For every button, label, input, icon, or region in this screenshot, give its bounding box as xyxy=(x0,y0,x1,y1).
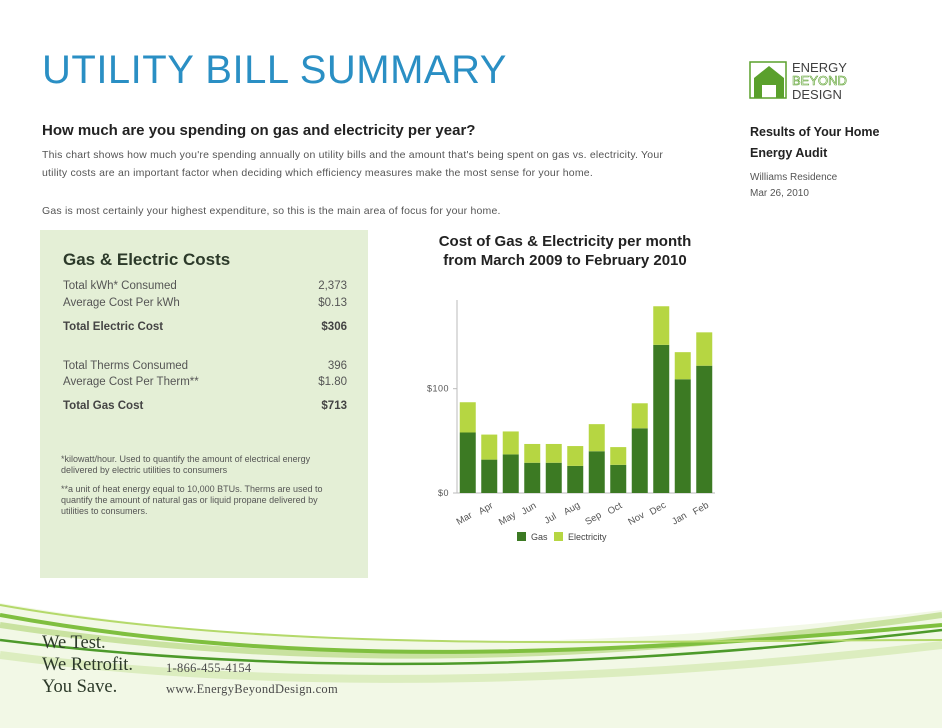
x-tick-label: Mar xyxy=(454,509,475,528)
bar-gas-apr xyxy=(481,460,497,493)
bar-electricity-feb xyxy=(696,332,712,365)
bar-gas-mar xyxy=(460,432,476,493)
x-tick-label: Oct xyxy=(605,500,625,518)
bar-gas-oct xyxy=(610,465,626,493)
x-tick-label: Jun xyxy=(519,500,539,518)
bar-gas-aug xyxy=(567,466,583,493)
bar-gas-jul xyxy=(546,463,562,493)
x-tick-label: May xyxy=(496,509,519,529)
bar-electricity-jun xyxy=(524,444,540,463)
kwh-footnote: *kilowatt/hour. Used to quantify the amount of electrical energy delivered by electric utilities to consumers xyxy=(61,454,311,475)
electric-total-label: Total Electric Cost xyxy=(63,321,164,333)
tagline-retrofit: We Retrofit. xyxy=(42,655,133,675)
bar-electricity-jan xyxy=(675,352,691,379)
bar-electricity-may xyxy=(503,431,519,454)
bar-gas-dec xyxy=(653,345,669,493)
bar-electricity-oct xyxy=(610,447,626,465)
intro-text-line-3: Gas is most certainly your highest expenditure, so this is the main area of focus for your home. xyxy=(42,205,501,217)
client-name: Williams Residence xyxy=(750,172,838,183)
costs-panel-title: Gas & Electric Costs xyxy=(63,250,231,269)
gas-total-value: $713 xyxy=(321,400,347,412)
y-tick-label: $100 xyxy=(426,383,449,394)
bar-electricity-jul xyxy=(546,444,562,463)
bar-electricity-nov xyxy=(632,403,648,428)
audit-date: Mar 26, 2010 xyxy=(750,188,809,199)
tagline-test: We Test. xyxy=(42,633,106,653)
house-icon xyxy=(754,66,784,98)
gas-total-label: Total Gas Cost xyxy=(63,400,144,412)
footer-swoosh xyxy=(0,585,942,728)
x-tick-label: Apr xyxy=(476,500,496,518)
results-heading: Results of Your Home xyxy=(750,125,880,139)
cost-chart xyxy=(400,228,730,558)
legend-swatch-gas xyxy=(517,532,526,541)
logo-line-1: ENERGY xyxy=(792,60,847,75)
bar-gas-jan xyxy=(675,379,691,493)
chart-subtitle: from March 2009 to February 2010 xyxy=(443,252,687,269)
kwh-label: Total kWh* Consumed xyxy=(63,280,177,292)
swoosh-fill xyxy=(0,603,942,728)
energy-beyond-design-logo xyxy=(748,58,870,102)
avg-kwh-value: $0.13 xyxy=(318,297,347,309)
bar-gas-jun xyxy=(524,463,540,493)
legend-label-gas: Gas xyxy=(531,532,548,542)
x-tick-label: Nov xyxy=(626,509,647,528)
intro-text-line-1: This chart shows how much you're spending annually on utility bills and the amount that's being spent on gas vs. electricity. Your xyxy=(42,149,664,161)
bar-gas-sep xyxy=(589,451,605,493)
x-tick-label: Sep xyxy=(583,509,604,528)
bar-electricity-apr xyxy=(481,435,497,460)
bar-electricity-sep xyxy=(589,424,605,451)
bar-electricity-dec xyxy=(653,306,669,345)
avg-therm-value: $1.80 xyxy=(318,376,347,388)
bar-electricity-aug xyxy=(567,446,583,466)
avg-therm-label: Average Cost Per Therm** xyxy=(63,376,199,388)
bar-electricity-mar xyxy=(460,402,476,432)
tagline-save: You Save. xyxy=(42,677,118,697)
section-question: How much are you spending on gas and electricity per year? xyxy=(42,122,476,139)
logo-line-3: DESIGN xyxy=(792,87,842,102)
x-tick-label: Dec xyxy=(647,499,669,518)
y-tick-label: $0 xyxy=(437,488,449,498)
bar-gas-may xyxy=(503,454,519,493)
website-link[interactable]: www.EnergyBeyondDesign.com xyxy=(166,682,339,696)
electric-total-value: $306 xyxy=(321,321,347,333)
therms-value: 396 xyxy=(327,360,347,372)
logo-line-2: BEYOND xyxy=(792,73,847,88)
therms-label: Total Therms Consumed xyxy=(63,360,189,372)
x-tick-label: Jul xyxy=(542,511,559,527)
legend-swatch-electricity xyxy=(554,532,563,541)
bar-gas-feb xyxy=(696,366,712,493)
kwh-value: 2,373 xyxy=(318,280,347,292)
phone-number: 1-866-455-4154 xyxy=(166,661,252,675)
therm-footnote: **a unit of heat energy equal to 10,000 BTUs. Therms are used to quantify the amount of natural gas or liquid propane delivered by utilities to consumers. xyxy=(61,484,323,516)
results-subheading: Energy Audit xyxy=(750,146,828,160)
x-tick-label: Jan xyxy=(670,510,689,528)
avg-kwh-label: Average Cost Per kWh xyxy=(63,297,180,309)
bar-gas-nov xyxy=(632,428,648,493)
x-tick-label: Feb xyxy=(691,499,711,518)
chart-title: Cost of Gas & Electricity per month xyxy=(438,233,692,250)
page-title: UTILITY BILL SUMMARY xyxy=(42,48,507,92)
x-tick-label: Aug xyxy=(561,499,583,518)
legend-label-electricity: Electricity xyxy=(568,532,607,542)
intro-text-line-2: utility costs are an important factor when deciding which efficiency measures make the most sense for your home. xyxy=(42,167,593,179)
